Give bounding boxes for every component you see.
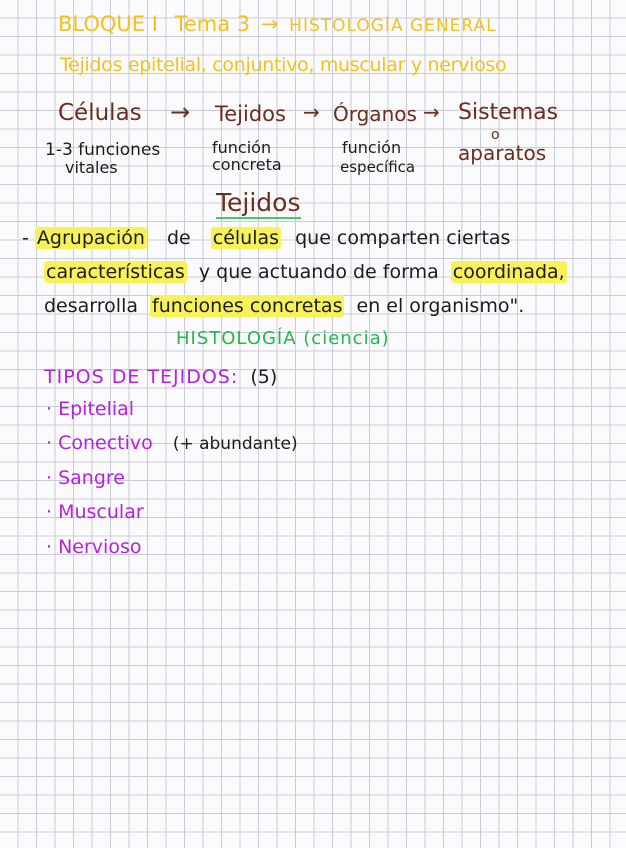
list-bullet: · [46,501,53,523]
caption-tejidos-line2: concreta [212,155,282,174]
flow-arrow-icon: → [303,100,320,124]
tipo-label: Conectivo [58,432,153,454]
tipo-item-conectivo [46,434,298,453]
tipo-label: Muscular [58,501,144,523]
list-bullet: · [46,536,53,558]
flow-item-organos: Órganos [333,102,417,126]
highlight-celulas: células [212,227,280,249]
tipo-item-nervioso [46,538,141,557]
definition-text-1: que comparten ciertas [295,227,511,249]
tipo-item-sangre [46,469,125,488]
caption-celulas-line1: 1-3 funciones [45,140,161,160]
definition-text-2: y que actuando de forma [198,261,439,283]
word-desarrolla: desarrolla [44,295,138,317]
definition-line-2 [44,263,567,282]
highlight-funciones-concretas: funciones concretas [152,295,343,317]
flow-item-tejidos: Tejidos [215,102,286,126]
caption-organos-line2: específica [340,158,416,176]
tipo-note: (+ abundante) [172,434,298,454]
tipo-label: Sangre [58,467,125,489]
caption-celulas-line2: vitales [65,158,118,177]
highlight-caracteristicas: características [46,261,185,283]
section-title: Tejidos [216,188,301,217]
flow-arrow-icon: → [170,98,191,126]
highlight-agrupacion: Agrupación [36,227,145,249]
tipos-count: (5) [250,366,278,388]
subject-label: HISTOLOGÍA GENERAL [289,16,497,36]
topic-label: Tema 3 [174,12,251,36]
definition-bullet: - [22,227,29,249]
list-bullet: · [46,467,53,489]
tipos-title: TIPOS DE TEJIDOS: [44,366,239,388]
flow-arrow-icon: → [423,100,440,124]
caption-sistemas-line1: o [491,127,500,143]
word-de: de [166,227,191,249]
highlight-coordinada: coordinada, [452,261,565,283]
tipos-heading [44,368,277,387]
header-subtitle: Tejidos epitelial, conjuntivo, muscular y nervioso [60,54,507,76]
caption-sistemas-line2: aparatos [458,141,547,165]
tipo-item-epitelial [46,400,134,419]
flow-item-celulas: Células [58,100,142,126]
block-label: BLOQUE I [58,12,158,36]
flow-item-sistemas: Sistemas [458,100,559,125]
list-bullet: · [46,398,53,420]
list-bullet: · [46,432,53,454]
histologia-label: HISTOLOGÍA (ciencia) [176,328,390,349]
tipo-item-muscular [46,503,144,522]
tipo-label: Epitelial [58,398,135,420]
caption-tejidos-line1: función [212,138,272,157]
header-title-line [58,14,497,35]
caption-organos-line1: función [342,138,402,157]
definition-line-1 [22,229,510,248]
tipo-label: Nervioso [58,536,142,558]
definition-line-3 [44,297,524,316]
arrow-icon: → [260,12,279,36]
definition-text-3: en el organismo". [356,295,525,317]
